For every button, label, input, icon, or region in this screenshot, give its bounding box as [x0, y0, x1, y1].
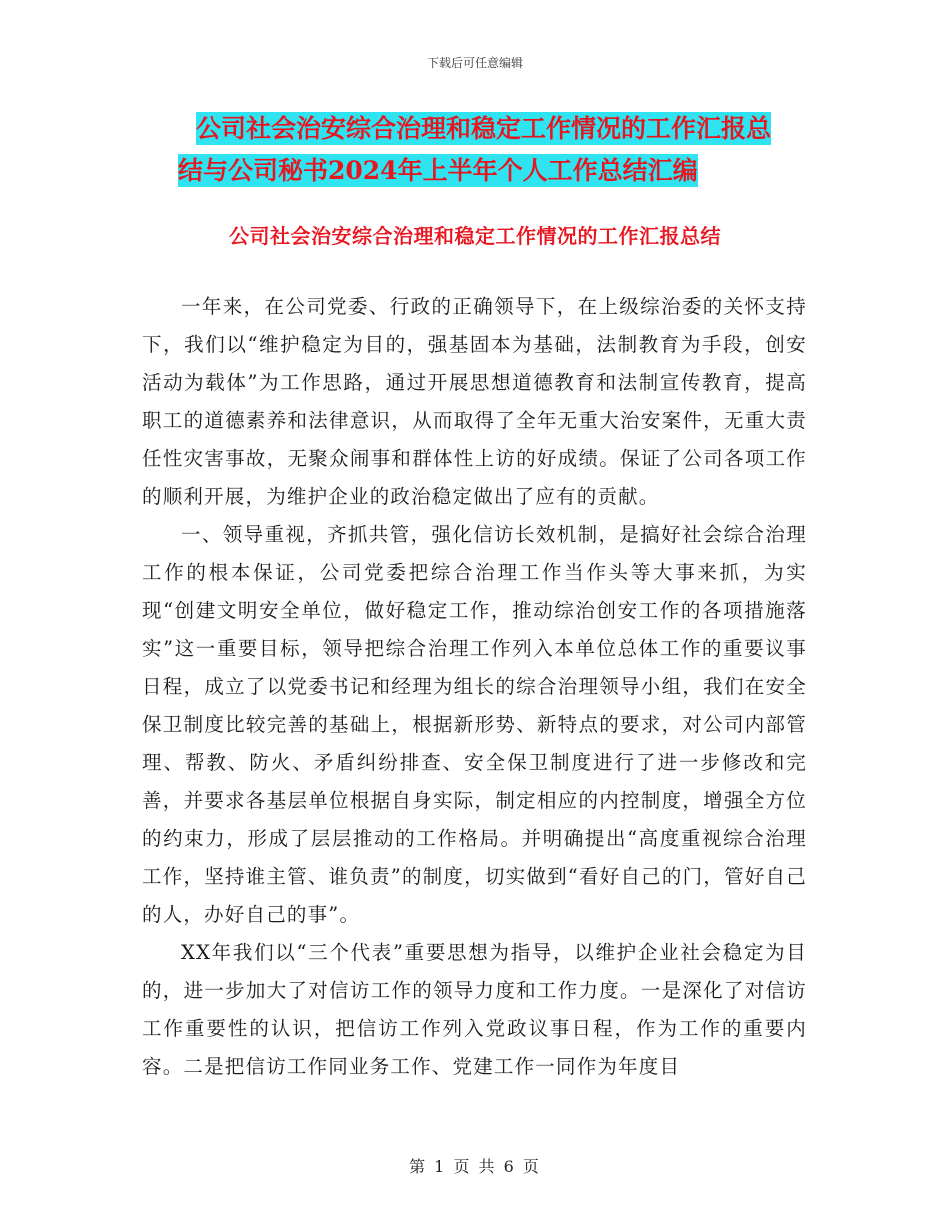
document-title: [170, 108, 830, 192]
paragraph-1: 一年来，在公司党委、行政的正确领导下，在上级综治委的关怀支持下，我们以“维护稳定为目的，强基固本为基础，法制教育为手段，创安活动为载体”为工作思路，通过开展思想道德教育和法制宣传教育，提高职工的道德素养和法律意识，从而取得了全年无重大治安案件，无重大责任性灾害事故，无聚众闹事和群体性上访的好成绩。保证了公司各项工作的顺利开展，为维护企业的政治稳定做出了应有的贡献。: [142, 295, 807, 508]
document-title-line-1: [170, 108, 830, 150]
header-note: 下载后可任意编辑: [426, 56, 523, 70]
title-highlight-1: 公司社会治安综合治理和稳定工作情况的工作汇报总: [196, 114, 772, 143]
section-heading: 公司社会治安综合治理和稳定工作情况的工作汇报总结: [229, 224, 721, 248]
page-number-footer: 第 1 页 共 6 页: [409, 1157, 541, 1176]
paragraph-2: 一、领导重视，齐抓共管，强化信访长效机制，是搞好社会综合治理工作的根本保证，公司党委把综合治理工作当作头等大事来抓，为实现“创建文明安全单位，做好稳定工作，推动综治创安工作的各项措施落实”这一重要目标，领导把综合治理工作列入本单位总体工作的重要议事日程，成立了以党委书记和经理为组长的综合治理领导小组，我们在安全保卫制度比较完善的基础上，根据新形势、新特点的要求，对公司内部管理、帮教、防火、矛盾纠纷排查、安全保卫制度进行了进一步修改和完善，并要求各基层单位根据自身实际，制定相应的内控制度，增强全方位的约束力，形成了层层推动的工作格局。并明确提出“高度重视综合治理工作，坚持谁主管、谁负责”的制度，切实做到“看好自己的门，管好自己的人，办好自己的事”。: [142, 523, 807, 926]
paragraph-3: XX年我们以“三个代表”重要思想为指导，以维护企业社会稳定为目的，进一步加大了对信访工作的领导力度和工作力度。一是深化了对信访工作重要性的认识，把信访工作列入党政议事日程，作为工作的重要内容。二是把信访工作同业务工作、党建工作一同作为年度目: [142, 941, 807, 1078]
document-title-line-2: [170, 150, 830, 192]
body-text: [142, 288, 807, 1086]
title-highlight-2: 结与公司秘书2024年上半年个人工作总结汇编: [178, 156, 698, 185]
